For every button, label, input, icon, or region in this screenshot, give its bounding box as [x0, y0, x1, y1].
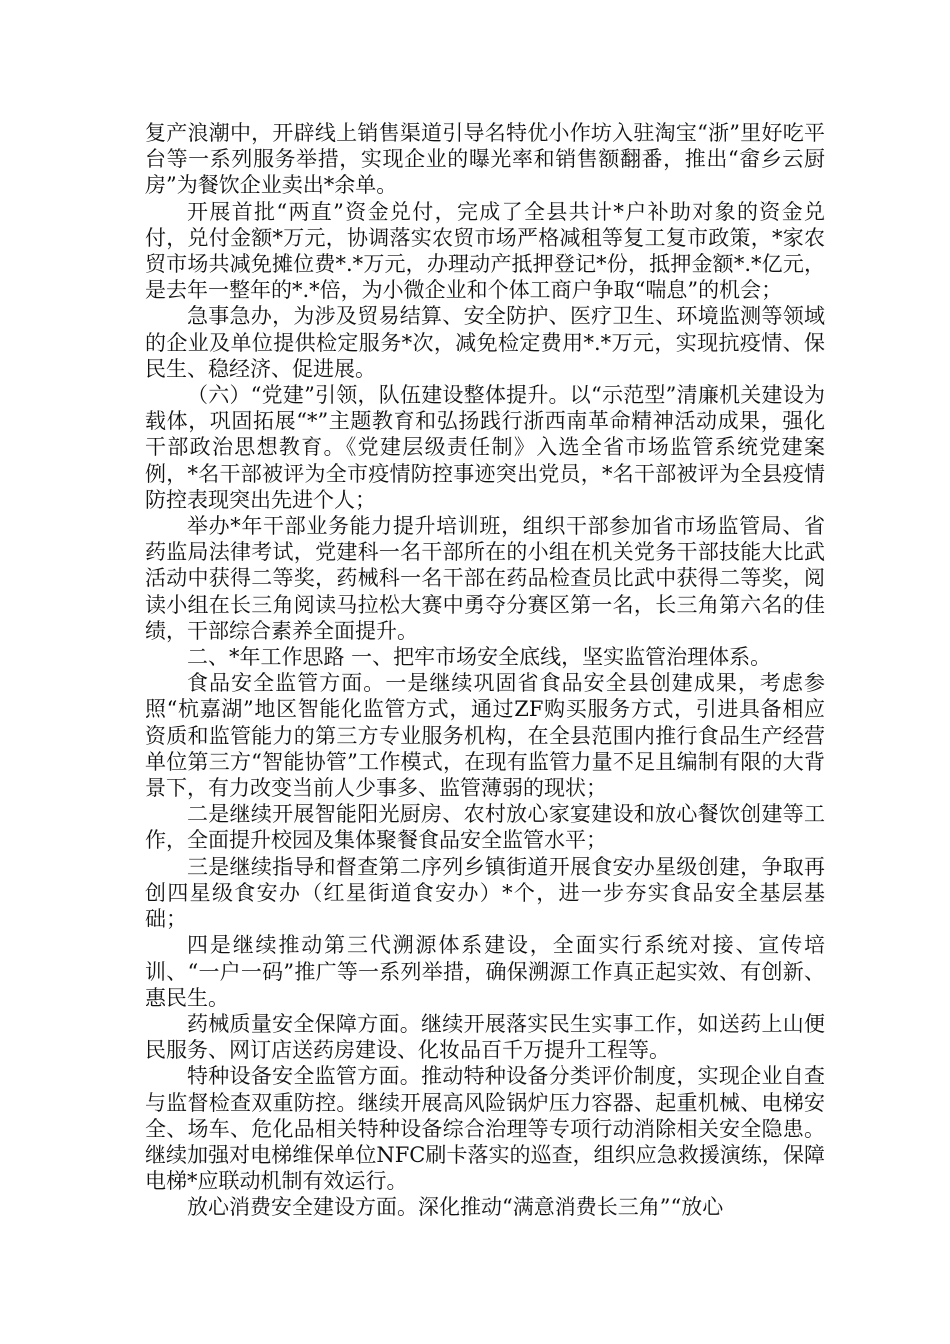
paragraph-1: 复产浪潮中，开辟线上销售渠道引导名特优小作坊入驻淘宝“浙”里好吃平台等一系列服务举措，实现企业的曝光率和销售额翻番，推出“畲乡云厨房”为餐饮企业卖出*余单。 [145, 121, 825, 198]
paragraph-8: 二是继续开展智能阳光厨房、农村放心家宴建设和放心餐饮创建等工作，全面提升校园及集体聚餐食品安全监管水平； [145, 802, 825, 853]
paragraph-6: 二、*年工作思路 一、把牢市场安全底线，坚实监管治理体系。 [187, 645, 772, 670]
paragraph-10: 四是继续推动第三代溯源体系建设，全面实行系统对接、宣传培训、“一户一码”推广等一系列举措，确保溯源工作真正起实效、有创新、惠民生。 [145, 933, 825, 1010]
paragraph-5: 举办*年干部业务能力提升培训班，组织干部参加省市场监管局、省药监局法律考试，党建科一名干部所在的小组在机关党务干部技能大比武活动中获得二等奖，药械科一名干部在药品检查员比武中获得二等奖，阅读小组在长三角阅读马拉松大赛中勇夺分赛区第一名，长三角第六名的佳绩，干部综合素养全面提升。 [145, 514, 825, 643]
paragraph-4: （六）“党建”引领，队伍建设整体提升。以“示范型”清廉机关建设为载体，巩固拓展“*”主题教育和弘扬践行浙西南革命精神活动成果，强化干部政治思想教育。《党建层级责任制》入选全省市场监管系统党建案例，*名干部被评为全市疫情防控事迹突出党员，*名干部被评为全县疫情防控表现突出先进个人； [145, 383, 825, 512]
paragraph-7: 食品安全监管方面。一是继续巩固省食品安全县创建成果，考虑参照“杭嘉湖”地区智能化监管方式，通过ZF购买服务方式，引进具备相应资质和监管能力的第三方专业服务机构，在全县范围内推行食品生产经营单位第三方“智能协管”工作模式，在现有监管力量不足且编制有限的大背景下，有力改变当前人少事多、监管薄弱的现状； [145, 671, 825, 801]
paragraph-13: 放心消费安全建设方面。深化推动“满意消费长三角”“放心 [187, 1195, 724, 1220]
paragraph-3: 急事急办，为涉及贸易结算、安全防护、医疗卫生、环境监测等领域的企业及单位提供检定服务*次，减免检定费用*.*万元，实现抗疫情、保民生、稳经济、促进展。 [145, 304, 825, 381]
paragraph-11: 药械质量安全保障方面。继续开展落实民生实事工作，如送药上山便民服务、网订店送药房建设、化妆品百千万提升工程等。 [145, 1011, 825, 1063]
paragraph-2: 开展首批“两直”资金兑付，完成了全县共计*户补助对象的资金兑付，兑付金额*万元，协调落实农贸市场严格减租等复工复市政策，*家农贸市场共减免摊位费*.*万元，办理动产抵押登记*份，抵押金额*.*亿元，是去年一整年的*.*倍，为小微企业和个体工商户争取“喘息”的机会； [145, 199, 825, 303]
paragraph-9: 三是继续指导和督查第二序列乡镇街道开展食安办星级创建，争取再创四星级食安办（红星街道食安办）*个，进一步夯实食品安全基层基础； [145, 854, 825, 932]
paragraph-12: 特种设备安全监管方面。推动特种设备分类评价制度，实现企业自查与监督检查双重防控。继续开展高风险锅炉压力容器、起重机械、电梯安全、场车、危化品相关特种设备综合治理等专项行动消除相关安全隐患。继续加强对电梯维保单位NFC刷卡落实的巡查，组织应急救援演练，保障电梯*应联动机制有效运行。 [145, 1064, 825, 1194]
document-body [145, 120, 825, 1221]
